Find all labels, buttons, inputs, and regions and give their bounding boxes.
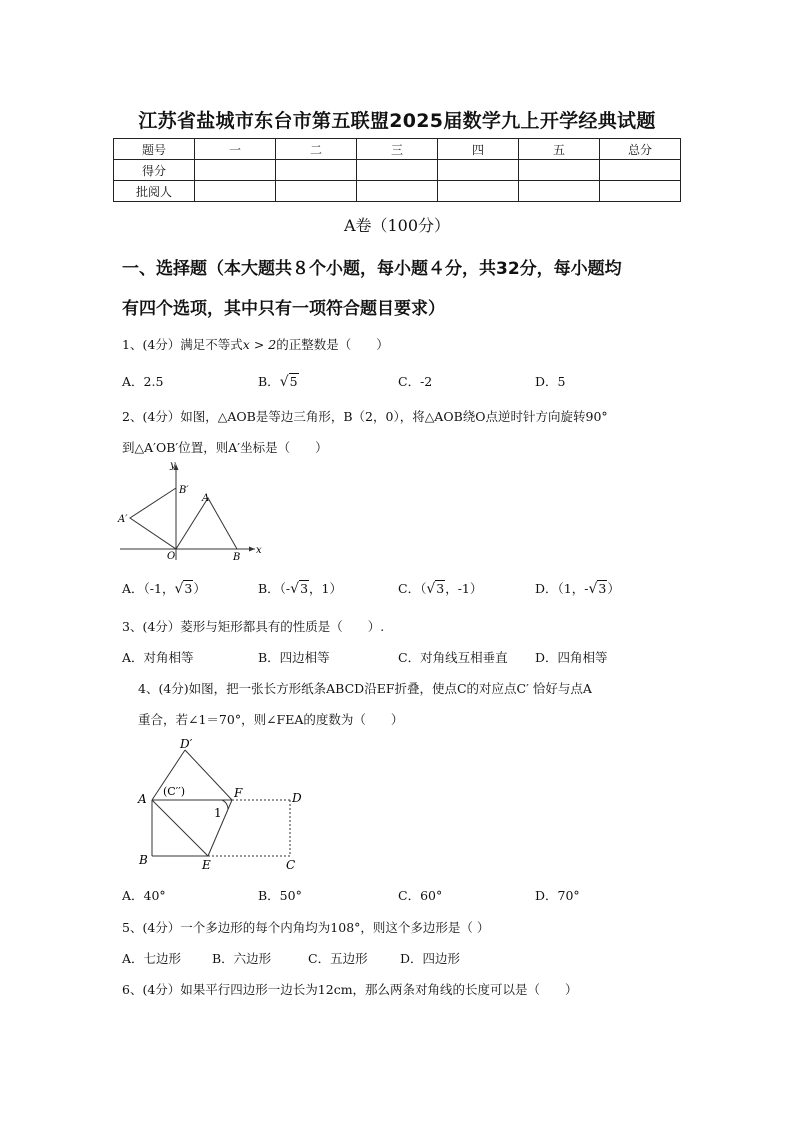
section-heading-line2: 有四个选项，其中只有一项符合题目要求）: [122, 299, 445, 319]
option-text: C．（: [398, 581, 427, 596]
label-b: B: [233, 552, 241, 563]
table-cell: 得分: [114, 160, 195, 181]
question-3-option-b[interactable]: B．四边相等: [258, 650, 330, 665]
option-text: D．（1，-: [535, 581, 589, 596]
question-1-option-a[interactable]: A．2.5: [122, 374, 164, 389]
question-1-suffix: 的正整数是（ ）: [276, 337, 389, 352]
radicand: 3: [598, 581, 607, 596]
table-cell: [276, 181, 357, 202]
table-cell: 二: [276, 139, 357, 160]
label-a: A: [138, 792, 147, 806]
table-cell: [357, 181, 438, 202]
question-4-option-c[interactable]: C．60°: [398, 888, 443, 903]
question-4-option-b[interactable]: B．50°: [258, 888, 302, 903]
triangle-a-prime-ob-prime: [130, 488, 176, 549]
question-4-stem-line1: 4、(4分)如图，把一张长方形纸条ABCD沿EF折叠，使点C的对应点C′ 恰好与点A: [138, 681, 592, 696]
question-1-prefix: 1、(4分）满足不等式: [122, 337, 243, 352]
triangle-aob: [176, 498, 237, 549]
question-4-option-a[interactable]: A．40°: [122, 888, 166, 903]
question-5-option-c[interactable]: C．五边形: [308, 951, 368, 966]
question-2-option-b[interactable]: [258, 579, 342, 597]
question-4-stem-line2: 重合，若∠1＝70°，则∠FEA的度数为（ ）: [138, 712, 404, 727]
table-cell: [600, 160, 681, 181]
label-f: F: [234, 786, 243, 800]
score-table-header-row: [114, 139, 681, 160]
table-cell: [519, 160, 600, 181]
label-b-prime: B′: [179, 485, 189, 496]
question-2-option-a[interactable]: [122, 579, 206, 597]
label-d: D: [292, 791, 302, 805]
option-text: A．（-1，: [122, 581, 175, 596]
section-subtitle: A卷（100分）: [343, 216, 451, 235]
sqrt-symbol: √5: [279, 374, 298, 390]
option-text: B．（-: [258, 581, 291, 596]
radicand: 3: [436, 581, 445, 596]
table-cell: [600, 181, 681, 202]
option-text: ）: [607, 581, 620, 596]
segment-d-prime-f: [185, 750, 232, 800]
option-text: ，-1）: [445, 581, 483, 596]
question-1-option-b[interactable]: [258, 372, 299, 390]
angle-1-arc: [222, 800, 228, 809]
question-2-option-d[interactable]: [535, 579, 620, 597]
label-d-prime: D′: [180, 737, 193, 751]
label-e: E: [202, 858, 211, 872]
question-4-figure: [130, 734, 310, 876]
table-cell: 四: [438, 139, 519, 160]
label-o: O: [167, 551, 176, 562]
question-5-stem: 5、(4分）一个多边形的每个内角均为108°，则这个多边形是（ ）: [122, 920, 490, 935]
y-axis-label: y: [170, 460, 176, 471]
label-b: B: [139, 853, 148, 867]
option-label: B．: [258, 374, 280, 389]
question-5-option-a[interactable]: A．七边形: [122, 951, 182, 966]
table-cell: [438, 160, 519, 181]
question-1-option-c[interactable]: C．-2: [398, 374, 433, 389]
question-3-option-a[interactable]: A．对角相等: [122, 650, 194, 665]
x-axis-arrow-icon: [249, 547, 255, 552]
table-cell: [519, 181, 600, 202]
question-2-figure: [115, 458, 265, 564]
table-cell: [195, 160, 276, 181]
sqrt-symbol: √3: [588, 581, 607, 597]
sqrt-symbol: √3: [174, 581, 193, 597]
table-row: [114, 181, 681, 202]
question-4-option-d[interactable]: D．70°: [535, 888, 580, 903]
table-cell: 批阅人: [114, 181, 195, 202]
question-2-stem-line1: 2、(4分）如图，△AOB是等边三角形，B（2，0），将△AOB绕O点逆时针方向旋转90°: [122, 409, 608, 424]
question-1-math: x > 2: [242, 337, 277, 352]
label-angle-1: 1: [214, 806, 222, 820]
sqrt-symbol: √3: [290, 581, 309, 597]
table-cell: [276, 160, 357, 181]
label-a-prime: A′: [118, 514, 128, 525]
score-table: [113, 138, 681, 202]
radicand: 3: [300, 581, 309, 596]
question-5-option-d[interactable]: D．四边形: [400, 951, 461, 966]
question-3-option-d[interactable]: D．四角相等: [535, 650, 608, 665]
option-text: ）: [193, 581, 206, 596]
sqrt-symbol: √3: [426, 581, 445, 597]
question-2-option-c[interactable]: [398, 579, 482, 597]
question-6-stem: 6、(4分）如果平行四边形一边长为12cm，那么两条对角线的长度可以是（ ）: [122, 982, 578, 997]
segment-ae: [152, 800, 208, 856]
exam-title: 江苏省盐城市东台市第五联盟2025届数学九上开学经典试题: [138, 110, 656, 132]
table-cell: [357, 160, 438, 181]
x-axis-label: x: [256, 545, 262, 556]
option-text: ，1）: [309, 581, 342, 596]
table-cell: [438, 181, 519, 202]
table-cell: 一: [195, 139, 276, 160]
table-cell: [195, 181, 276, 202]
section-heading-line1: 一、选择题（本大题共８个小题，每小题４分，共32分，每小题均: [122, 259, 622, 279]
table-cell: 三: [357, 139, 438, 160]
radicand: 5: [289, 374, 298, 389]
label-c: C: [286, 858, 296, 872]
label-a: A: [202, 493, 210, 504]
question-5-option-b[interactable]: B．六边形: [212, 951, 272, 966]
question-1-stem: [122, 335, 389, 353]
table-cell: 题号: [114, 139, 195, 160]
question-2-stem-line2: 到△A′OB′位置，则A′坐标是（ ）: [122, 440, 328, 455]
table-row: [114, 160, 681, 181]
table-cell: 总分: [600, 139, 681, 160]
question-1-option-d[interactable]: D．5: [535, 374, 566, 389]
table-cell: 五: [519, 139, 600, 160]
radicand: 3: [184, 581, 193, 596]
question-3-stem: 3、(4分）菱形与矩形都具有的性质是（ ）.: [122, 619, 385, 634]
label-c-double-prime: (C′′): [163, 785, 185, 798]
question-3-option-c[interactable]: C．对角线互相垂直: [398, 650, 508, 665]
